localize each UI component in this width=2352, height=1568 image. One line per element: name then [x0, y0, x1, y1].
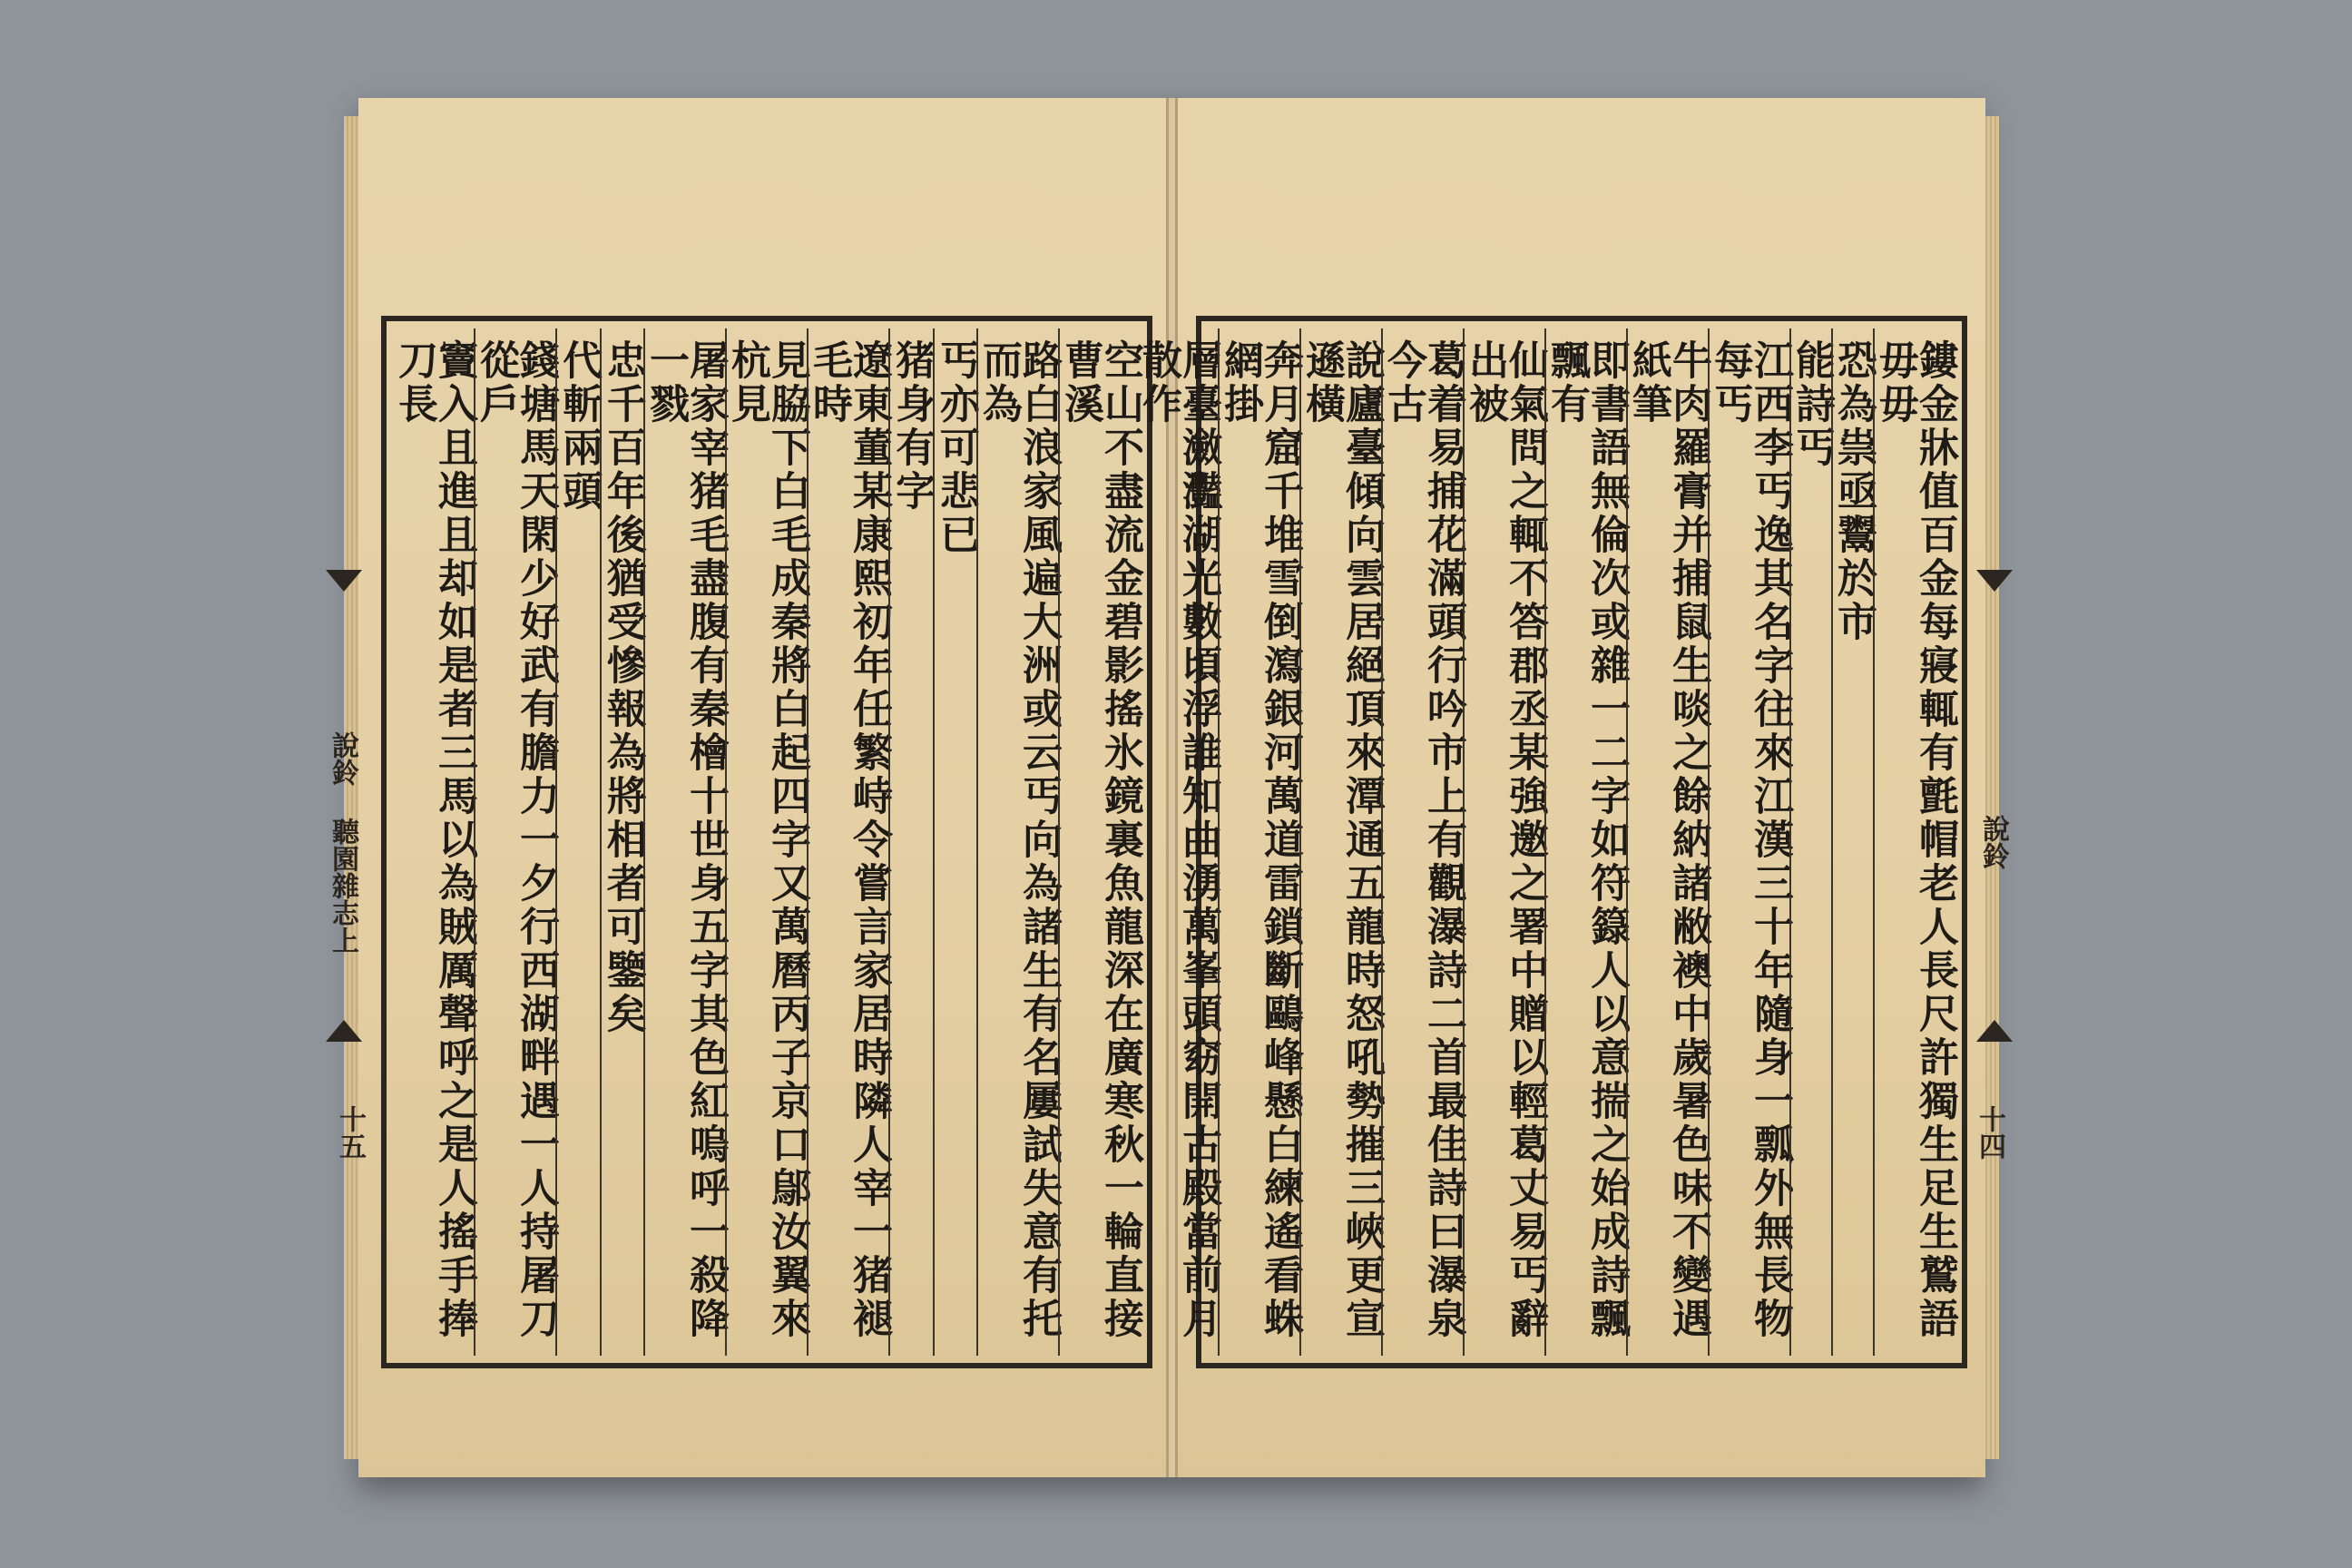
- text-column: 江西李丐逸其名字往來江漢三十年隨身一瓢外無長物每丐: [1708, 328, 1789, 1356]
- text-column: 見脇下白毛成秦將白起四字又萬曆丙子京口鄔汝翼來杭見: [725, 328, 807, 1356]
- text-column: 鏤金牀值百金每寢輒有氈帽老人長尺許獨生足生鷲語毋毋: [1873, 328, 1955, 1356]
- right-text-columns: [1135, 328, 1958, 1356]
- right-page: [1135, 98, 2009, 1477]
- text-column: 空山不盡流金碧影搖氷鏡裏魚龍深在廣寒秋一輪直接曹溪: [1058, 328, 1140, 1356]
- open-book: [327, 98, 2009, 1477]
- text-column: 代斬兩頭: [555, 328, 600, 1356]
- right-text-frame: [1135, 316, 1967, 1368]
- text-column: 說廬臺傾向雲居絕頂來潭通五龍時怒吼勢摧三峽更宣遜橫: [1299, 328, 1381, 1356]
- text-column: 仙氣問之輒不答郡丞某強邀之署中贈以輕葛丈易丐辭出被: [1463, 328, 1544, 1356]
- text-column: 路白浪家風遍大洲或云丐向為諸生有名屢試失意有托而為: [976, 328, 1058, 1356]
- text-column: 猪身有字: [888, 328, 933, 1356]
- text-column: 即書語無倫次或雜一二字如符籙人以意揣之始成詩飄飄有: [1544, 328, 1626, 1356]
- text-column: 錢塘馬天閑少好武有膽力一夕行西湖畔遇一人持屠刀從戶: [474, 328, 555, 1356]
- right-margin-title: 說鈴: [1977, 815, 2009, 869]
- left-text-columns: [391, 328, 1143, 1356]
- right-page-number: 十四: [1974, 1105, 2005, 1160]
- left-page-number: 十五: [334, 1105, 366, 1160]
- text-column: 奔月窟千堆雪倒瀉銀河萬道雷鎖斷鷗峰懸白練遙看蛛網掛: [1218, 328, 1299, 1356]
- text-column: 遼東董某康熙初年任繁峙令嘗言家居時隣人宰一猪褪毛時: [807, 328, 888, 1356]
- text-column: 恐為祟亟鬻於市: [1831, 328, 1873, 1356]
- text-column: 能詩丐: [1789, 328, 1831, 1356]
- text-column: 忠千百年後猶受慘報為將相者可鑒矣: [600, 328, 644, 1356]
- left-page: [327, 98, 1169, 1477]
- text-column: 葛着易捕花滿頭行吟市上有觀瀑詩二首最佳詩曰瀑泉今古: [1381, 328, 1463, 1356]
- left-margin-title: 說鈴 聽園雜志上: [327, 730, 358, 954]
- text-column: 丐亦可悲已: [933, 328, 977, 1356]
- text-column: 牛肉羅膏并捕鼠生啖之餘納諸敝襖中歲暑色味不變遇紙筆: [1626, 328, 1708, 1356]
- text-column: 屠家宰猪毛盡腹有秦檜十世身五字其色紅嗚呼一殺降一戮: [643, 328, 725, 1356]
- left-text-frame: [381, 316, 1152, 1368]
- text-column: 層臺瀲灩湖光數頃浮誰知曲湧萬峯頭窈開古殿當前月散作: [1135, 339, 1221, 1341]
- text-column: 竇入且進且却如是者三馬以為賊厲聲呼之是人搖手捧刀長: [391, 339, 477, 1341]
